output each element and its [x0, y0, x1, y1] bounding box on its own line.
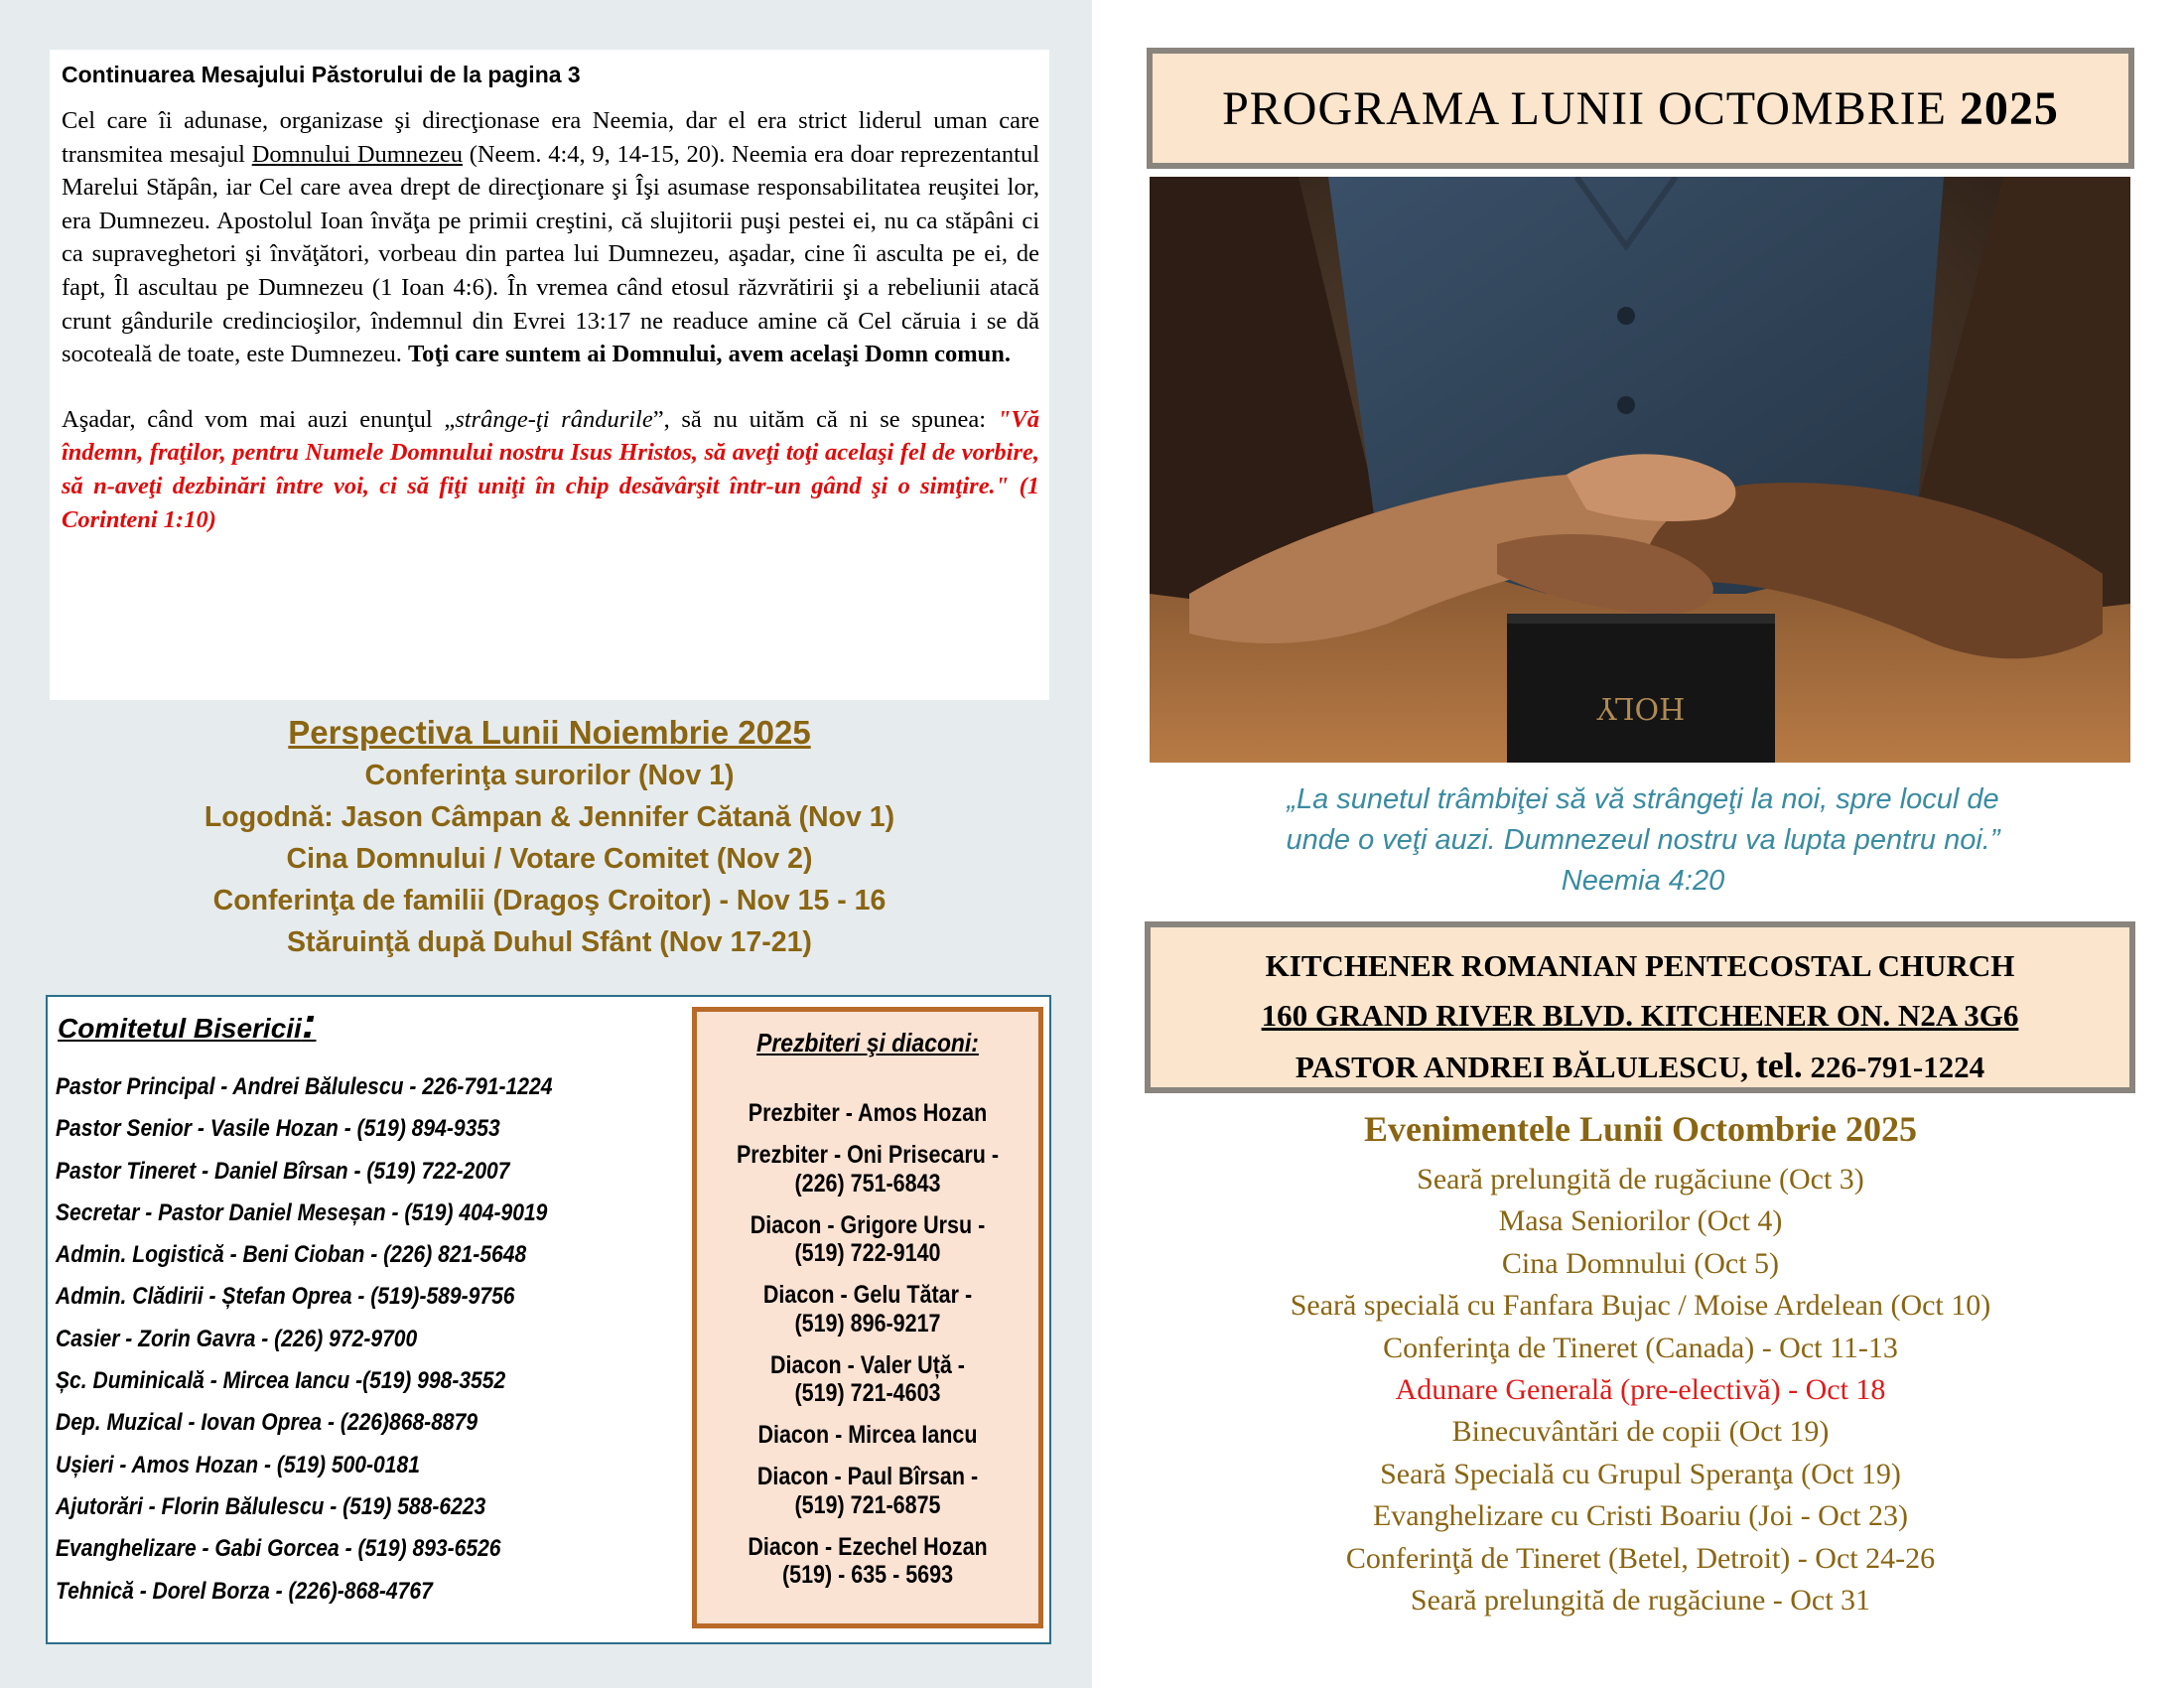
elder-deacon-entry — [721, 1463, 1015, 1519]
pastor-message-paragraph-2 — [62, 403, 1039, 536]
perspective-item: Logodnă: Jason Câmpan & Jennifer Cătană (Nov 1) — [204, 801, 895, 833]
elder-deacon-entry — [721, 1141, 1015, 1197]
program-year: 2025 — [1959, 81, 2059, 135]
entry-name: Prezbiter - Amos Hozan — [748, 1099, 988, 1127]
committee-member: Pastor Senior - Vasile Hozan - (519) 894-9353 — [56, 1115, 500, 1143]
church-pastor-contact — [1151, 1041, 2129, 1092]
entry-name: Diacon - Grigore Ursu - — [750, 1210, 986, 1239]
committee-member: Admin. Logistică - Beni Cioban - (226) 821-5648 — [56, 1241, 527, 1269]
committee-title-text: Comitetul Bisericii — [58, 1013, 302, 1044]
event-item-highlight: Adunare Generală (pre-electivă) - Oct 18 — [1395, 1373, 1886, 1407]
elder-deacon-entry — [721, 1421, 1015, 1450]
entry-phone: (519) 721-4603 — [794, 1379, 941, 1407]
verse-reference: Neemia 4:20 — [1561, 865, 1725, 897]
verse-line: unde o veţi auzi. Dumnezeul nostru va lupta pentru noi.” — [1286, 824, 2000, 856]
elders-deacons-box — [692, 1007, 1043, 1628]
tel-label: tel. — [1755, 1046, 1803, 1085]
verse-line: „La sunetul trâmbiţei să vă strângeţi la noi, spre locul de — [1287, 783, 1999, 815]
event-item: Conferinţă de Tineret (Betel, Detroit) - Oct 24-26 — [1345, 1541, 1936, 1575]
elders-deacons-list — [697, 1099, 1038, 1603]
event-item: Seară prelungită de rugăciune (Oct 3) — [1417, 1163, 1864, 1196]
event-item: Conferinţa de Tineret (Canada) - Oct 11-13 — [1383, 1331, 1898, 1364]
entry-phone: (519) 721-6875 — [794, 1490, 941, 1519]
committee-list — [56, 1066, 731, 1613]
entry-name: Prezbiter - Oni Prisecaru - — [736, 1141, 1000, 1169]
bible-cover-text: HOLY — [1596, 690, 1686, 725]
perspective-item: Conferinţa surorilor (Nov 1) — [364, 760, 735, 791]
events-title: Evenimentele Lunii Octombrie 2025 — [1364, 1109, 1917, 1149]
scripture-verse — [1157, 779, 2129, 902]
pastor-message-paragraph-1 — [62, 104, 1039, 371]
photo-illustration — [1150, 177, 2130, 763]
entry-phone: (226) 751-6843 — [794, 1169, 941, 1197]
holy-bible-hands-image — [1150, 177, 2130, 763]
message-text: ”, să nu uităm că ni se spunea: — [652, 405, 998, 433]
entry-phone: (519) 722-9140 — [794, 1239, 941, 1267]
entry-phone: (519) 896-9217 — [794, 1309, 941, 1337]
event-item: Cina Domnului (Oct 5) — [1501, 1246, 1780, 1280]
message-italic-text: strânge-ţi rândurile — [455, 405, 653, 433]
pastor-message-box — [50, 50, 1049, 700]
elder-deacon-entry — [721, 1281, 1015, 1337]
tel-number: 226-791-1224 — [1802, 1050, 1985, 1084]
church-info-box — [1145, 921, 2135, 1093]
program-title-box — [1147, 48, 2134, 169]
committee-member: Tehnică - Dorel Borza - (226)-868-4767 — [56, 1577, 433, 1605]
event-item: Binecuvântări de copii (Oct 19) — [1451, 1415, 1830, 1449]
committee-title — [58, 999, 317, 1048]
message-text: (Neem. 4:4, 9, 14-15, 20). Neemia era doar reprezentantul Marelui Stăpân, iar Cel care avea drept de direcţionare şi Îşi asumase responsabilitatea reuşitei lor, era Dumnezeu. Apostolul Ioan învăţa pe primii creştini, că slujitorii puşi pestei ei, nu ca stăpâni ci ca supraveghetori şi învăţători, vorbeau din partea lui Dumnezeu, aşadar, cine îi asculta pe ei, de fapt, Îl ascultau pe Dumnezeu (1 Ioan 4:6). În vremea când etosul răzvrătirii şi a rebeliunii atacă crunt gândurile credincioşilor, îndemnul din Evrei 13:17 ne readuce amine că Cel căruia i se dă socoteală de toate, este Dumnezeu. — [62, 140, 1039, 368]
october-events — [1147, 1103, 2134, 1621]
church-address: 160 GRAND RIVER BLVD. KITCHENER ON. N2A 3G6 — [1261, 998, 2019, 1033]
church-name: KITCHENER ROMANIAN PENTECOSTAL CHURCH — [1265, 948, 2015, 983]
entry-name: Diacon - Mircea Iancu — [757, 1421, 978, 1449]
entry-name: Diacon - Paul Bîrsan - — [756, 1463, 979, 1490]
perspective-item: Cina Domnului / Votare Comitet (Nov 2) — [286, 843, 813, 875]
perspective-title: Perspectiva Lunii Noiembrie 2025 — [288, 714, 811, 751]
perspective-item: Conferinţa de familii (Dragoş Croitor) - Nov 15 - 16 — [212, 885, 887, 916]
event-item: Evanghelizare cu Cristi Boariu (Joi - Oct 23) — [1372, 1499, 1908, 1533]
entry-phone: (519) - 635 - 5693 — [781, 1561, 954, 1589]
committee-member: Admin. Clădirii - Ștefan Oprea - (519)-589-9756 — [56, 1283, 515, 1311]
message-bold-text: Toţi care suntem ai Domnului, avem acelaşi Domn comun. — [407, 341, 1012, 368]
elder-deacon-entry — [721, 1533, 1015, 1590]
program-title — [1222, 81, 2059, 136]
committee-member: Ușieri - Amos Hozan - (519) 500-0181 — [56, 1451, 420, 1478]
committee-member: Șc. Duminicală - Mircea Iancu -(519) 998-3552 — [56, 1367, 506, 1395]
message-text: Aşadar, când vom mai auzi enunţul „ — [62, 405, 456, 433]
committee-member: Dep. Muzical - Iovan Oprea - (226)868-8879 — [56, 1409, 478, 1437]
entry-name: Diacon - Gelu Tătar - — [762, 1281, 973, 1309]
pastor-name: PASTOR ANDREI BĂLULESCU, — [1295, 1050, 1756, 1084]
entry-name: Diacon - Valer Uță - — [770, 1350, 965, 1379]
scripture-quote: "Vă îndemn, fraţilor, pentru Numele Domnului nostru Isus Hristos, să aveţi toţi acelaşi fel de vorbire, să n-aveţi dezbinări între voi, ci să fiţi uniţi în chip desăvârşit într-un gând şi o simţire." (1 Corinteni 1:10) — [62, 405, 1039, 533]
committee-title-colon: : — [301, 999, 317, 1048]
elder-deacon-entry — [721, 1211, 1015, 1268]
message-text: Cel care îi adunase, organizase şi direcţionase era Neemia, dar el era strict liderul uman care transmitea mesajul — [62, 107, 1039, 168]
entry-name: Diacon - Ezechel Hozan — [748, 1532, 988, 1561]
perspective-item: Stăruinţă după Duhul Sfânt (Nov 17-21) — [287, 926, 812, 958]
elders-deacons-title: Prezbiteri şi diaconi: — [756, 1028, 979, 1057]
event-item: Seară specială cu Fanfara Bujac / Moise Ardelean (Oct 10) — [1290, 1289, 1991, 1323]
committee-member: Pastor Tineret - Daniel Bîrsan - (519) 722-2007 — [56, 1157, 510, 1185]
elder-deacon-entry — [721, 1099, 1015, 1128]
committee-member: Secretar - Pastor Daniel Meseșan - (519) 404-9019 — [56, 1198, 548, 1226]
committee-member: Evanghelizare - Gabi Gorcea - (519) 893-6526 — [56, 1535, 501, 1563]
message-underlined-text: Domnului Dumnezeu — [251, 140, 463, 168]
committee-member: Pastor Principal - Andrei Bălulescu - 226-791-1224 — [56, 1073, 553, 1100]
committee-member: Casier - Zorin Gavra - (226) 972-9700 — [56, 1325, 418, 1352]
elder-deacon-entry — [721, 1351, 1015, 1408]
program-title-text: PROGRAMA LUNII OCTOMBRIE — [1222, 81, 1947, 135]
event-item: Seară Specială cu Grupul Speranţa (Oct 19) — [1380, 1457, 1901, 1490]
pastor-message-heading: Continuarea Mesajului Păstorului de la pagina 3 — [62, 62, 581, 87]
event-item: Seară prelungită de rugăciune - Oct 31 — [1410, 1584, 1871, 1618]
committee-member: Ajutorări - Florin Bălulescu - (519) 588-6223 — [56, 1492, 486, 1520]
event-item: Masa Seniorilor (Oct 4) — [1498, 1204, 1783, 1238]
november-perspective — [50, 711, 1049, 963]
pastor-message-body — [62, 104, 1039, 536]
